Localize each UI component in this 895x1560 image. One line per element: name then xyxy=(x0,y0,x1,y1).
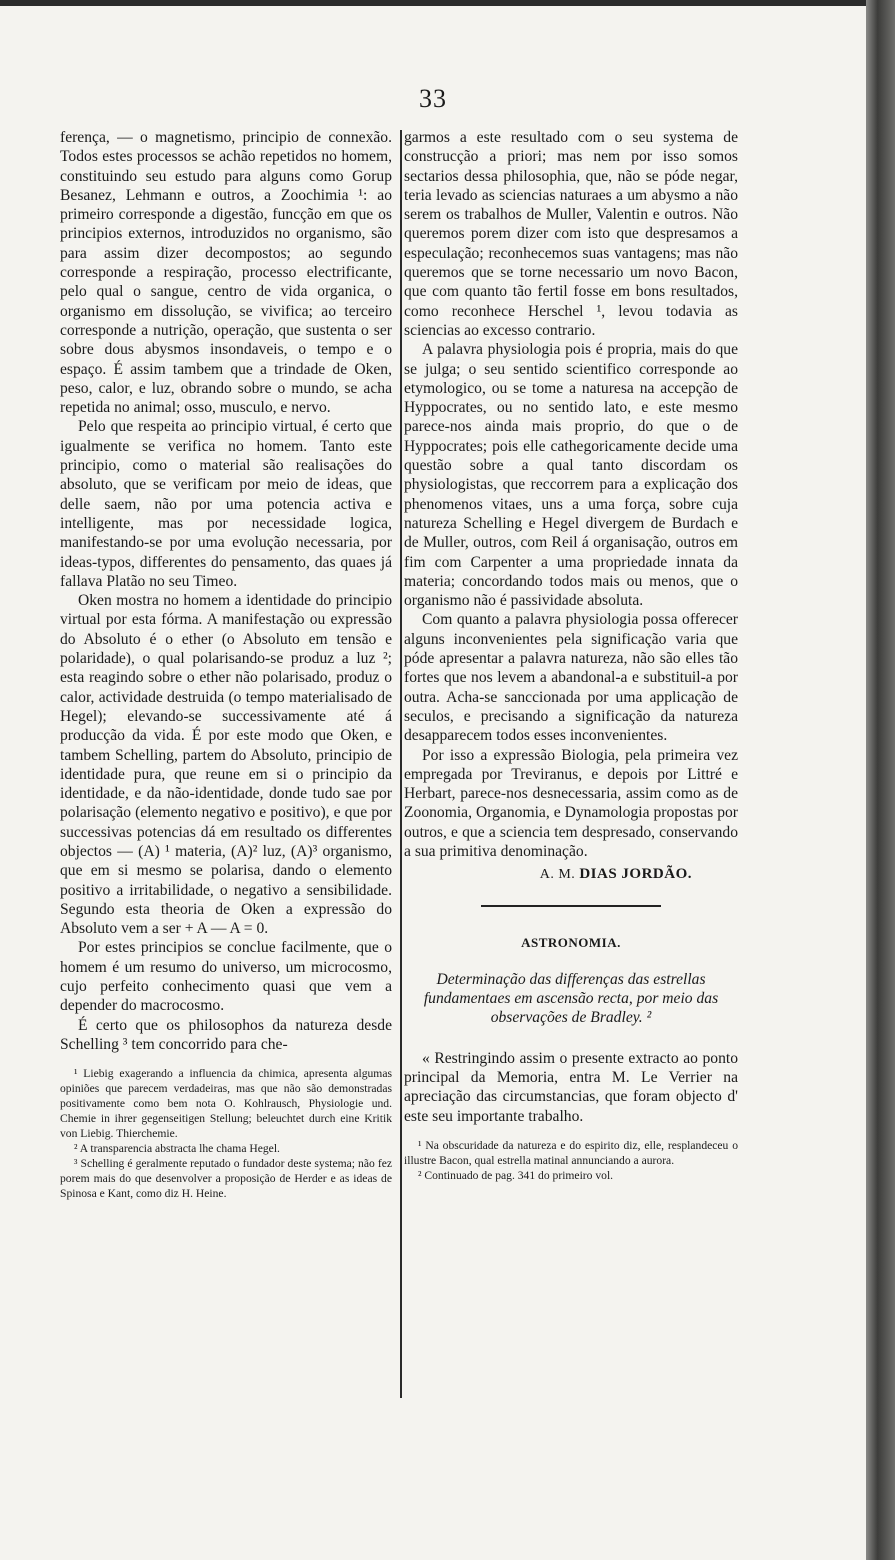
scan-top-border xyxy=(0,0,866,6)
signature-initials: A. M. xyxy=(539,867,576,883)
right-footnotes xyxy=(404,1138,738,1183)
book-spine-edge xyxy=(866,0,895,1560)
section-rule xyxy=(481,905,661,907)
left-footnote-1: ¹ Liebig exagerando a influencia da chimica, apresenta algumas opiniões que parecem verdadeiras, mas que não são demonstradas positivamente como bem nota O. Kohlrausch, Physiologie und. Chemie in ihrer gegenseitigen Stellung; beleuchtet durch eine Kritik von Liebig. Thierchemie. xyxy=(60,1067,392,1141)
left-footnote-3: ³ Schelling é geralmente reputado o fundador deste systema; não fez porem mais do que desenvolver a proposição de Herder e as ideas de Spinosa e Kant, como diz H. Heine. xyxy=(60,1157,392,1201)
section-title: ASTRONOMIA. xyxy=(521,934,621,950)
right-footnote-2: ² Continuado de pag. 341 do primeiro vol. xyxy=(418,1169,614,1183)
right-paragraph-1: garmos a este resultado com o seu systema de construcção a priori; mas nem por isso somos sectarios dessa philosophia, que, não se póde negar, teria levado as sciencias naturaes a um abysmo a não serem os trabalhos de Muller, Valentin e outros. Não queremos porem dizer com isto que despresamos a especulação; reconhecemos suas vantagens; mas não queremos que se torne necessario um novo Bacon, que com quanto tão fertil fosse em bons resultados, como reconhece Herschel ¹, levou todavia as sciencias ao excesso contrario. xyxy=(404,129,738,339)
left-paragraph-2: Pelo que respeita ao principio virtual, é certo que igualmente se verifica no homem. Tanto este principio, como o material são realisações do absoluto, que se verificam por meio de ideas, que delle saem, não por uma potencia activa e intelligente, mas por necessidade logica, manifestando-se por uma evolução necessaria, por ideas-typos, differentes do pensamento, das quaes já fallava Platão no seu Timeo. xyxy=(60,418,392,590)
left-paragraph-4: Por estes principios se conclue facilmente, que o homem é um resumo do universo, um microcosmo, cujo perfeito conhecimento quasi que vem a depender do macrocosmo. xyxy=(60,939,392,1015)
left-footnotes xyxy=(60,1066,392,1201)
page-number: 33 xyxy=(419,84,447,113)
signature-name: DIAS JORDÃO. xyxy=(579,866,692,883)
right-footnote-1: ¹ Na obscuridade da natureza e do espirito diz, elle, resplandeceu o illustre Bacon, qual estrella matinal annunciando a aurora. xyxy=(404,1139,738,1168)
left-paragraph-3: Oken mostra no homem a identidade do principio virtual por esta fórma. A manifestação ou expressão do Absoluto é o ether (o Absoluto em tensão e polaridade), o qual polarisando-se produz a luz ²; esta reagindo sobre o ether não polarisado, produz o calor, actividade destruida (o tempo materialisado de Hegel); elevando-se successivamente até á producção da vida. É por este modo que Oken, e tambem Schelling, partem do Absoluto, principio de identidade pura, que reune em si o principio da identidade, e da não-identidade, donde tudo sae por polarisação (elemento negativo e positivo), e que por successivas potencias dá em resultado os differentes objectos — (A) ¹ materia, (A)² luz, (A)³ organismo, que em si mesmo se polarisa, dando o elemento positivo a irritabilidade, o negativo a sensibilidade. Segundo esta theoria de Oken a expressão do Absoluto vem a ser + A — A = 0. xyxy=(60,592,392,938)
right-paragraph-2: A palavra physiologia pois é propria, mais do que se julga; o seu sentido scientifico corresponde ao etymologico, ou se tome a naturesa na accepção de Hyppocrates, ou no sentido lato, e este mesmo parece-nos ainda mais proprio, do que o de Hyppocrates; pois elle cathegoricamente decide uma questão sobre a qual tanto discordam os physiologistas, que reccorrem para a explicação dos phenomenos vitaes, uns a uma força, sobre cuja natureza Schelling e Hegel divergem de Burdach e de Muller, outros, com Reil á organisação, outros em fim com Carpenter a uma propriedade innata da materia; concordando todos mais ou menos, que o organismo não é passividade absoluta. xyxy=(404,341,738,610)
left-paragraph-1: ferença, — o magnetismo, principio de connexão. Todos estes processos se achão repetidos no homem, constituindo seu estudo para alguns como Gorup Besanez, Lehmann e outros, a Zoochimia ¹: ao primeiro corresponde a digestão, funcção em que os principios externos, introduzidos no organismo, são para assim dizer decompostos; ao segundo corresponde a respiração, processo electrificante, pelo qual o sangue, centro de vida organica, o organismo em dissolução, se vivifica; ao terceiro corresponde a nutrição, operação, que sustenta o ser sobre dous abysmos insondaveis, o tempo e o espaço. É assim tambem que a trindade de Oken, peso, calor, e luz, obrando sobre o mundo, se acha repetida no animal; osso, musculo, e nervo. xyxy=(60,129,392,417)
right-column xyxy=(404,128,738,1183)
right-paragraph-4: Por isso a expressão Biologia, pela primeira vez empregada por Treviranus, e depois por Littré e Herbart, parece-nos desnecessaria, assim como as de Zoonomia, Organomia, e Dynamologia propostas por outros, e que a sciencia tem despresado, conservando a sua primitiva denominação. xyxy=(404,746,738,860)
article-paragraph: « Restringindo assim o presente extracto ao ponto principal da Memoria, entra M. Le Verrier na apreciação das circumstancias, que foram objecto d' este seu importante trabalho. xyxy=(404,1049,738,1125)
author-signature xyxy=(404,865,692,884)
right-paragraph-3: Com quanto a palavra physiologia possa offerecer alguns inconvenientes pela significação varia que póde apresentar a palavra natureza, não são elles tão fortes que nos levem a abandonal-a e substituil-a por outra. Acha-se sanccionada por uma applicação de seculos, e precisando a significação da natureza desapparecem todos esses inconvenientes. xyxy=(404,611,738,745)
column-divider xyxy=(400,130,402,1398)
left-footnote-2: ² A transparencia abstracta lhe chama Hegel. xyxy=(74,1142,280,1156)
left-paragraph-5: É certo que os philosophos da natureza desde Schelling ³ tem concorrido para che- xyxy=(60,1016,392,1053)
left-column xyxy=(60,128,392,1201)
article-subtitle: Determinação das differenças das estrellas fundamentaes em ascensão recta, por meio das observações de Bradley. ² xyxy=(423,970,719,1026)
